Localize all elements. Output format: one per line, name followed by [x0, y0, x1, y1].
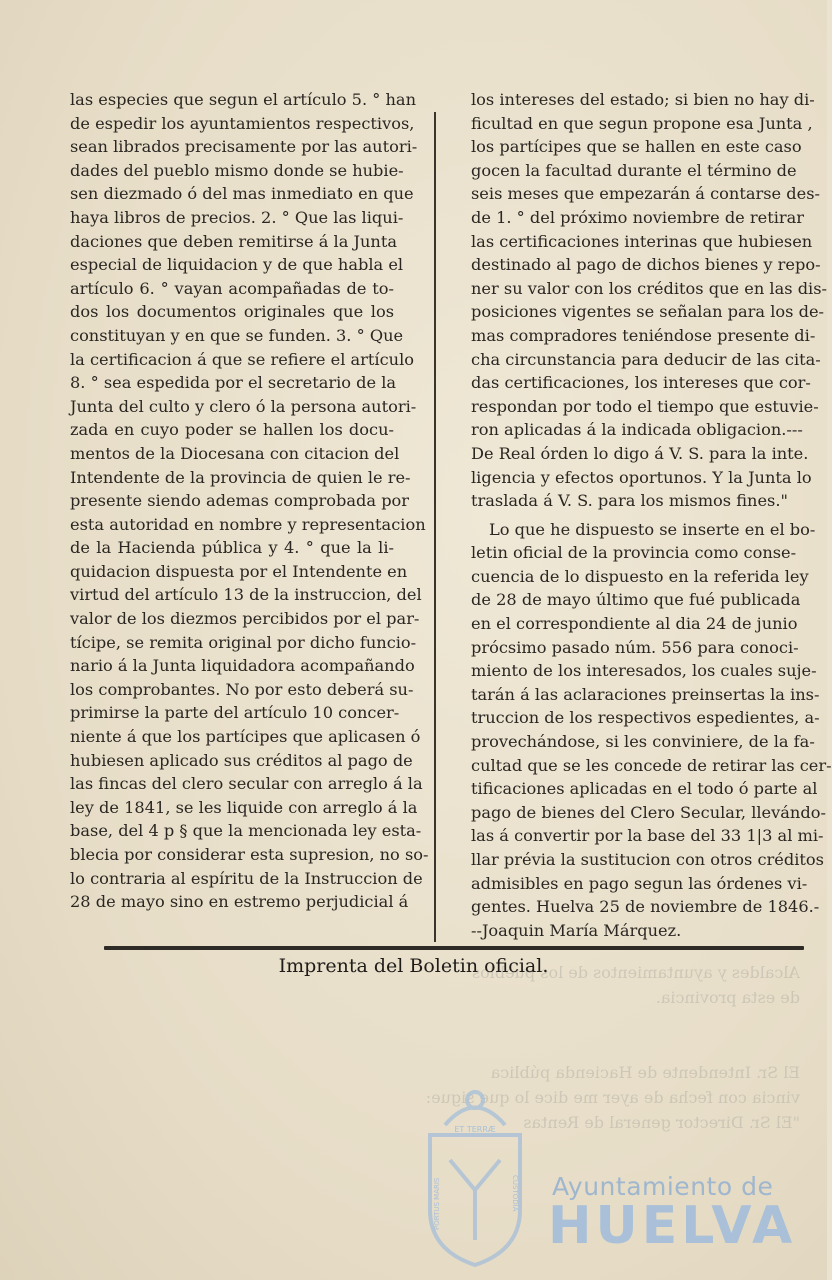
- text-line: 28 de mayo sino en estremo perjudicial á: [70, 892, 409, 912]
- text-line: daciones que deben remitirse á la Junta: [70, 231, 397, 251]
- text-line: tificaciones aplicadas en el todo ó parte al: [471, 779, 818, 799]
- text-line: los comprobantes. No por esto deberá su-: [70, 679, 414, 699]
- text-line: lo contraria al espíritu de la Instruccion de: [70, 868, 423, 888]
- text-line: --Joaquin María Márquez.: [471, 920, 682, 940]
- text-line: Junta del culto y clero ó la persona autori-: [70, 396, 417, 416]
- seal-top-text: ET TERRÆ: [454, 1125, 496, 1134]
- text-line: De Real órden lo digo á V. S. para la inte.: [471, 443, 809, 463]
- text-line: mas compradores teniéndose presente di-: [471, 325, 816, 345]
- text-line: de 28 de mayo último que fué publicada: [471, 590, 801, 610]
- text-line: Intendente de la provincia de quien le re-: [70, 467, 411, 487]
- text-line: miento de los interesados, los cuales suje-: [471, 661, 817, 681]
- text-line: gocen la facultad durante el término de: [471, 160, 797, 180]
- imprint-line: Imprenta del Boletin oficial.: [278, 955, 549, 977]
- text-line: virtud del artículo 13 de la instruccion, del: [70, 585, 422, 605]
- text-line: los partícipes que se hallen en este caso: [471, 137, 802, 157]
- bleed-line: vincia con fecha de ayer me dice lo que sigue:: [425, 1088, 800, 1107]
- text-line: truccion de los respectivos espedientes, a-: [471, 708, 820, 728]
- text-line: ron aplicadas á la indicada obligacion.---: [471, 420, 803, 440]
- text-line: primirse la parte del artículo 10 concer-: [70, 703, 400, 723]
- text-line: prócsimo pasado núm. 556 para conoci-: [471, 637, 799, 657]
- text-line: dades del pueblo mismo donde se hubie-: [70, 160, 404, 180]
- text-line: llar prévia la sustitucion con otros créditos: [471, 850, 824, 869]
- text-line: esta autoridad en nombre y representacion: [70, 514, 426, 534]
- text-line: Lo que he dispuesto se inserte en el bo-: [489, 519, 816, 539]
- text-line: provechándose, si les conviniere, de la fa-: [471, 732, 815, 752]
- text-line: los intereses del estado; si bien no hay di-: [471, 90, 815, 109]
- column-divider: [434, 112, 436, 942]
- text-line: respondan por todo el tiempo que estuvie-: [471, 396, 819, 416]
- text-line: sen diezmado ó del mas inmediato en que: [70, 184, 414, 204]
- text-line: quidacion dispuesta por el Intendente en: [70, 561, 408, 581]
- text-line: constituyan y en que se funden. 3. ° Que: [70, 325, 404, 345]
- text-line: ligencia y efectos oportunos. Y la Junta lo: [471, 467, 812, 487]
- text-line: tícipe, se remita original por dicho funcio-: [70, 632, 417, 652]
- text-line: gentes. Huelva 25 de noviembre de 1846.-: [471, 897, 820, 917]
- seal-left-text: PORTUS MARIS: [433, 1177, 441, 1230]
- text-line: la certificacion á que se refiere el artículo: [70, 349, 415, 369]
- text-line: pago de bienes del Clero Secular, llevándo-: [471, 802, 826, 822]
- text-line: de espedir los ayuntamientos respectivos,: [70, 113, 415, 133]
- seal-right-text: CUSTODIA: [511, 1175, 519, 1212]
- text-line: admisibles en pago segun las órdenes vi-: [471, 873, 808, 893]
- text-line: valor de los diezmos percibidos por el par-: [70, 609, 420, 629]
- text-line: dos los documentos originales que los: [70, 302, 394, 322]
- text-line: nario á la Junta liquidadora acompañando: [70, 656, 415, 676]
- watermark-line-2: HUELVA: [548, 1196, 797, 1256]
- text-line: especial de liquidacion y de que habla el: [70, 255, 404, 275]
- text-line: blecia por considerar esta supresion, no so-: [70, 845, 429, 864]
- right-text-column: [471, 88, 832, 942]
- text-line: seis meses que empezarán á contarse des-: [471, 184, 820, 204]
- text-line: sean librados precisamente por las autori-: [70, 137, 418, 157]
- text-line: mentos de la Diocesana con citacion del: [70, 443, 400, 463]
- text-line: de la Hacienda pública y 4. ° que la li-: [70, 538, 394, 558]
- text-line: cultad que se les concede de retirar las cer-: [471, 755, 832, 775]
- text-line: hubiesen aplicado sus créditos al pago de: [70, 750, 413, 770]
- text-line: zada en cuyo poder se hallen los docu-: [70, 420, 394, 440]
- text-line: posiciones vigentes se señalan para los de-: [471, 302, 824, 322]
- text-line: de 1. ° del próximo noviembre de retirar: [471, 207, 805, 227]
- text-line: las certificaciones interinas que hubiesen: [471, 231, 813, 251]
- text-line: tarán á las aclaraciones preinsertas la ins-: [471, 684, 820, 704]
- text-line: presente siendo ademas comprobada por: [70, 491, 410, 511]
- text-line: ner su valor con los créditos que en las dis-: [471, 278, 828, 298]
- text-line: letin oficial de la provincia como conse-: [471, 543, 797, 563]
- bleed-line: de esta provincia.: [655, 988, 800, 1007]
- text-line: cuencia de lo dispuesto en la referida ley: [471, 566, 809, 586]
- text-line: en el correspondiente al dia 24 de junio: [471, 614, 798, 634]
- text-line: artículo 6. ° vayan acompañadas de to-: [70, 278, 394, 298]
- text-line: las especies que segun el artículo 5. ° han: [70, 90, 417, 109]
- text-line: niente á que los partícipes que aplicasen ó: [70, 727, 421, 747]
- left-text-column: [70, 88, 429, 914]
- text-line: cha circunstancia para deducir de las cita-: [471, 349, 821, 369]
- huelva-coat-of-arms-icon: [415, 1080, 535, 1270]
- text-line: las fincas del clero secular con arreglo á la: [70, 774, 423, 794]
- text-line: destinado al pago de dichos bienes y repo-: [471, 255, 821, 275]
- text-line: ficultad en que segun propone esa Junta ,: [471, 113, 813, 133]
- bleed-line: Alcaldes y ayuntamientos de los pueblos: [471, 963, 800, 982]
- text-line: ley de 1841, se les liquide con arreglo á la: [70, 797, 418, 817]
- text-line: 8. ° sea espedida por el secretario de la: [70, 373, 397, 393]
- bleed-line: "El Sr. Director general de Rentas: [523, 1113, 800, 1132]
- watermark-line-1: Ayuntamiento de: [552, 1172, 774, 1201]
- bleed-line: El Sr. Intendente de Hacienda pública: [490, 1063, 800, 1082]
- text-line: base, del 4 p § que la mencionada ley esta-: [70, 821, 422, 841]
- text-line: traslada á V. S. para los mismos fines.": [471, 491, 788, 511]
- text-line: haya libros de precios. 2. ° Que las liqui-: [70, 207, 404, 227]
- text-line: las á convertir por la base del 33 1|3 al mi-: [471, 826, 824, 846]
- text-line: das certificaciones, los intereses que cor-: [471, 373, 811, 393]
- footer-rule: [104, 946, 804, 950]
